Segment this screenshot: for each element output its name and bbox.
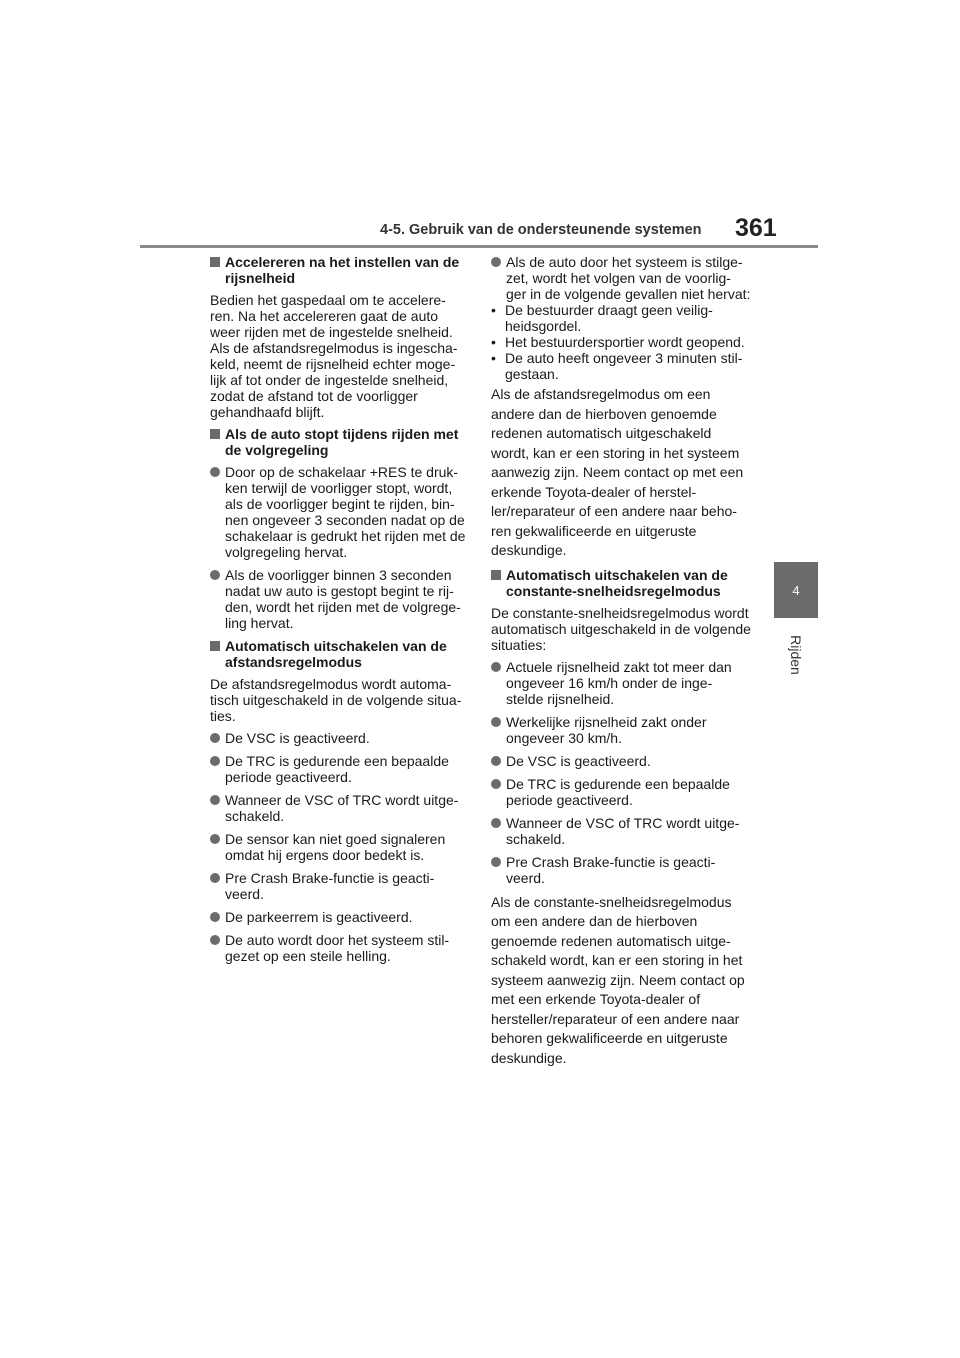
square-bullet-icon: [491, 570, 501, 580]
sub-list-marker: •: [491, 334, 496, 350]
circle-bullet-icon: [210, 467, 220, 477]
list-item: De auto wordt door het systeem stil- gezet op een steile helling.: [210, 932, 468, 964]
heading: Automatisch uitschakelen van de constante-snelheidsregelmodus: [491, 567, 753, 599]
circle-bullet-icon: [491, 662, 501, 672]
sub-list-marker: •: [491, 350, 496, 366]
page-number: 361: [735, 214, 777, 242]
chapter-number: 4: [792, 582, 800, 598]
sub-list-marker: •: [491, 302, 496, 318]
circle-bullet-icon: [491, 818, 501, 828]
section-title: 4-5. Gebruik van de ondersteunende systemen: [380, 222, 702, 238]
list-item: Pre Crash Brake-functie is geacti- veerd.: [210, 870, 468, 902]
list-item: De parkeerrem is geactiveerd.: [210, 909, 468, 925]
list-item: Wanneer de VSC of TRC wordt uitge- schakeld.: [491, 815, 753, 847]
square-bullet-icon: [210, 641, 220, 651]
circle-bullet-icon: [491, 779, 501, 789]
paragraph: Bedien het gaspedaal om te accelere- ren. Na het accelereren gaat de auto weer rijden met de ingestelde snelheid. Als de afstandsregelmodus is ingescha- keld, neemt de rijsnelheid echter moge- lijk af tot onder de ingestelde snelheid, zodat de afstand tot de voorligger gehandhaafd blijft.: [210, 292, 458, 420]
circle-bullet-icon: [210, 834, 220, 844]
list-item: Actuele rijsnelheid zakt tot meer dan ongeveer 16 km/h onder de inge- stelde rijsnelheid.: [491, 659, 753, 707]
circle-bullet-icon: [491, 756, 501, 766]
list-item: Door op de schakelaar +RES te druk- ken terwijl de voorligger stopt, wordt, als de voorligger begint te rijden, bin- nen ongeveer 3 seconden nadat op de schakelaar is gedrukt het rijden met de volgregeling hervat.: [210, 464, 468, 560]
list-item: De TRC is gedurende een bepaalde periode geactiveerd.: [491, 776, 753, 808]
paragraph: De afstandsregelmodus wordt automa- tisch uitgeschakeld in de volgende situa- ties.: [210, 676, 462, 724]
list-item: Als de auto door het systeem is stilge- zet, wordt het volgen van de voorlig- ger in de volgende gevallen niet hervat:: [491, 254, 753, 302]
circle-bullet-icon: [210, 912, 220, 922]
list-item: De TRC is gedurende een bepaalde periode geactiveerd.: [210, 753, 468, 785]
list-item: De VSC is geactiveerd.: [210, 730, 468, 746]
paragraph: Als de afstandsregelmodus om een andere dan de hierboven genoemde redenen automatisch uitgeschakeld wordt, kan er een storing in het systeem aanwezig zijn. Neem contact op met een erkende Toyota-dealer of herstel- ler/reparateur of een andere naar beho- ren gekwalificeerde en uitgeruste deskundige.: [491, 386, 744, 558]
circle-bullet-icon: [491, 257, 501, 267]
list-item: Wanneer de VSC of TRC wordt uitge- schakeld.: [210, 792, 468, 824]
circle-bullet-icon: [210, 795, 220, 805]
chapter-label: [768, 630, 824, 680]
circle-bullet-icon: [210, 570, 220, 580]
list-item: Werkelijke rijsnelheid zakt onder ongeveer 30 km/h.: [491, 714, 753, 746]
sub-list-item: • De bestuurder draagt geen veilig- heidsgordel.: [491, 302, 713, 334]
right-column: [491, 254, 753, 1074]
left-column: [210, 254, 468, 971]
circle-bullet-icon: [491, 717, 501, 727]
list-item: De VSC is geactiveerd.: [491, 753, 753, 769]
list-item: Als de voorligger binnen 3 seconden nadat uw auto is gestopt begint te rij- den, wordt het rijden met de volgrege- ling hervat.: [210, 567, 468, 631]
square-bullet-icon: [210, 257, 220, 267]
chapter-label-text: Rijden: [787, 635, 804, 675]
heading: Automatisch uitschakelen van de afstandsregelmodus: [210, 638, 468, 670]
circle-bullet-icon: [210, 733, 220, 743]
circle-bullet-icon: [491, 857, 501, 867]
circle-bullet-icon: [210, 756, 220, 766]
sub-list-item: • Het bestuurdersportier wordt geopend.: [491, 334, 745, 350]
heading: Als de auto stopt tijdens rijden met de volgregeling: [210, 426, 468, 458]
square-bullet-icon: [210, 429, 220, 439]
list-item: Pre Crash Brake-functie is geacti- veerd.: [491, 854, 753, 886]
chapter-tab[interactable]: [774, 562, 818, 618]
list-item: De sensor kan niet goed signaleren omdat hij ergens door bedekt is.: [210, 831, 468, 863]
header-divider: [140, 245, 818, 248]
heading: Accelereren na het instellen van de rijsnelheid: [210, 254, 468, 286]
paragraph: Als de constante-snelheidsregelmodus om een andere dan de hierboven genoemde redenen automatisch uitge- schakeld wordt, kan er een storing in het systeem aanwezig zijn. Neem contact op met een erkende Toyota-dealer of hersteller/reparateur of een andere naar behoren gekwalificeerde en uitgeruste deskundige.: [491, 893, 745, 1066]
circle-bullet-icon: [210, 873, 220, 883]
sub-list-item: • De auto heeft ongeveer 3 minuten stil- gestaan.: [491, 350, 743, 382]
paragraph: De constante-snelheidsregelmodus wordt automatisch uitgeschakeld in de volgende situaties:: [491, 604, 751, 653]
circle-bullet-icon: [210, 935, 220, 945]
